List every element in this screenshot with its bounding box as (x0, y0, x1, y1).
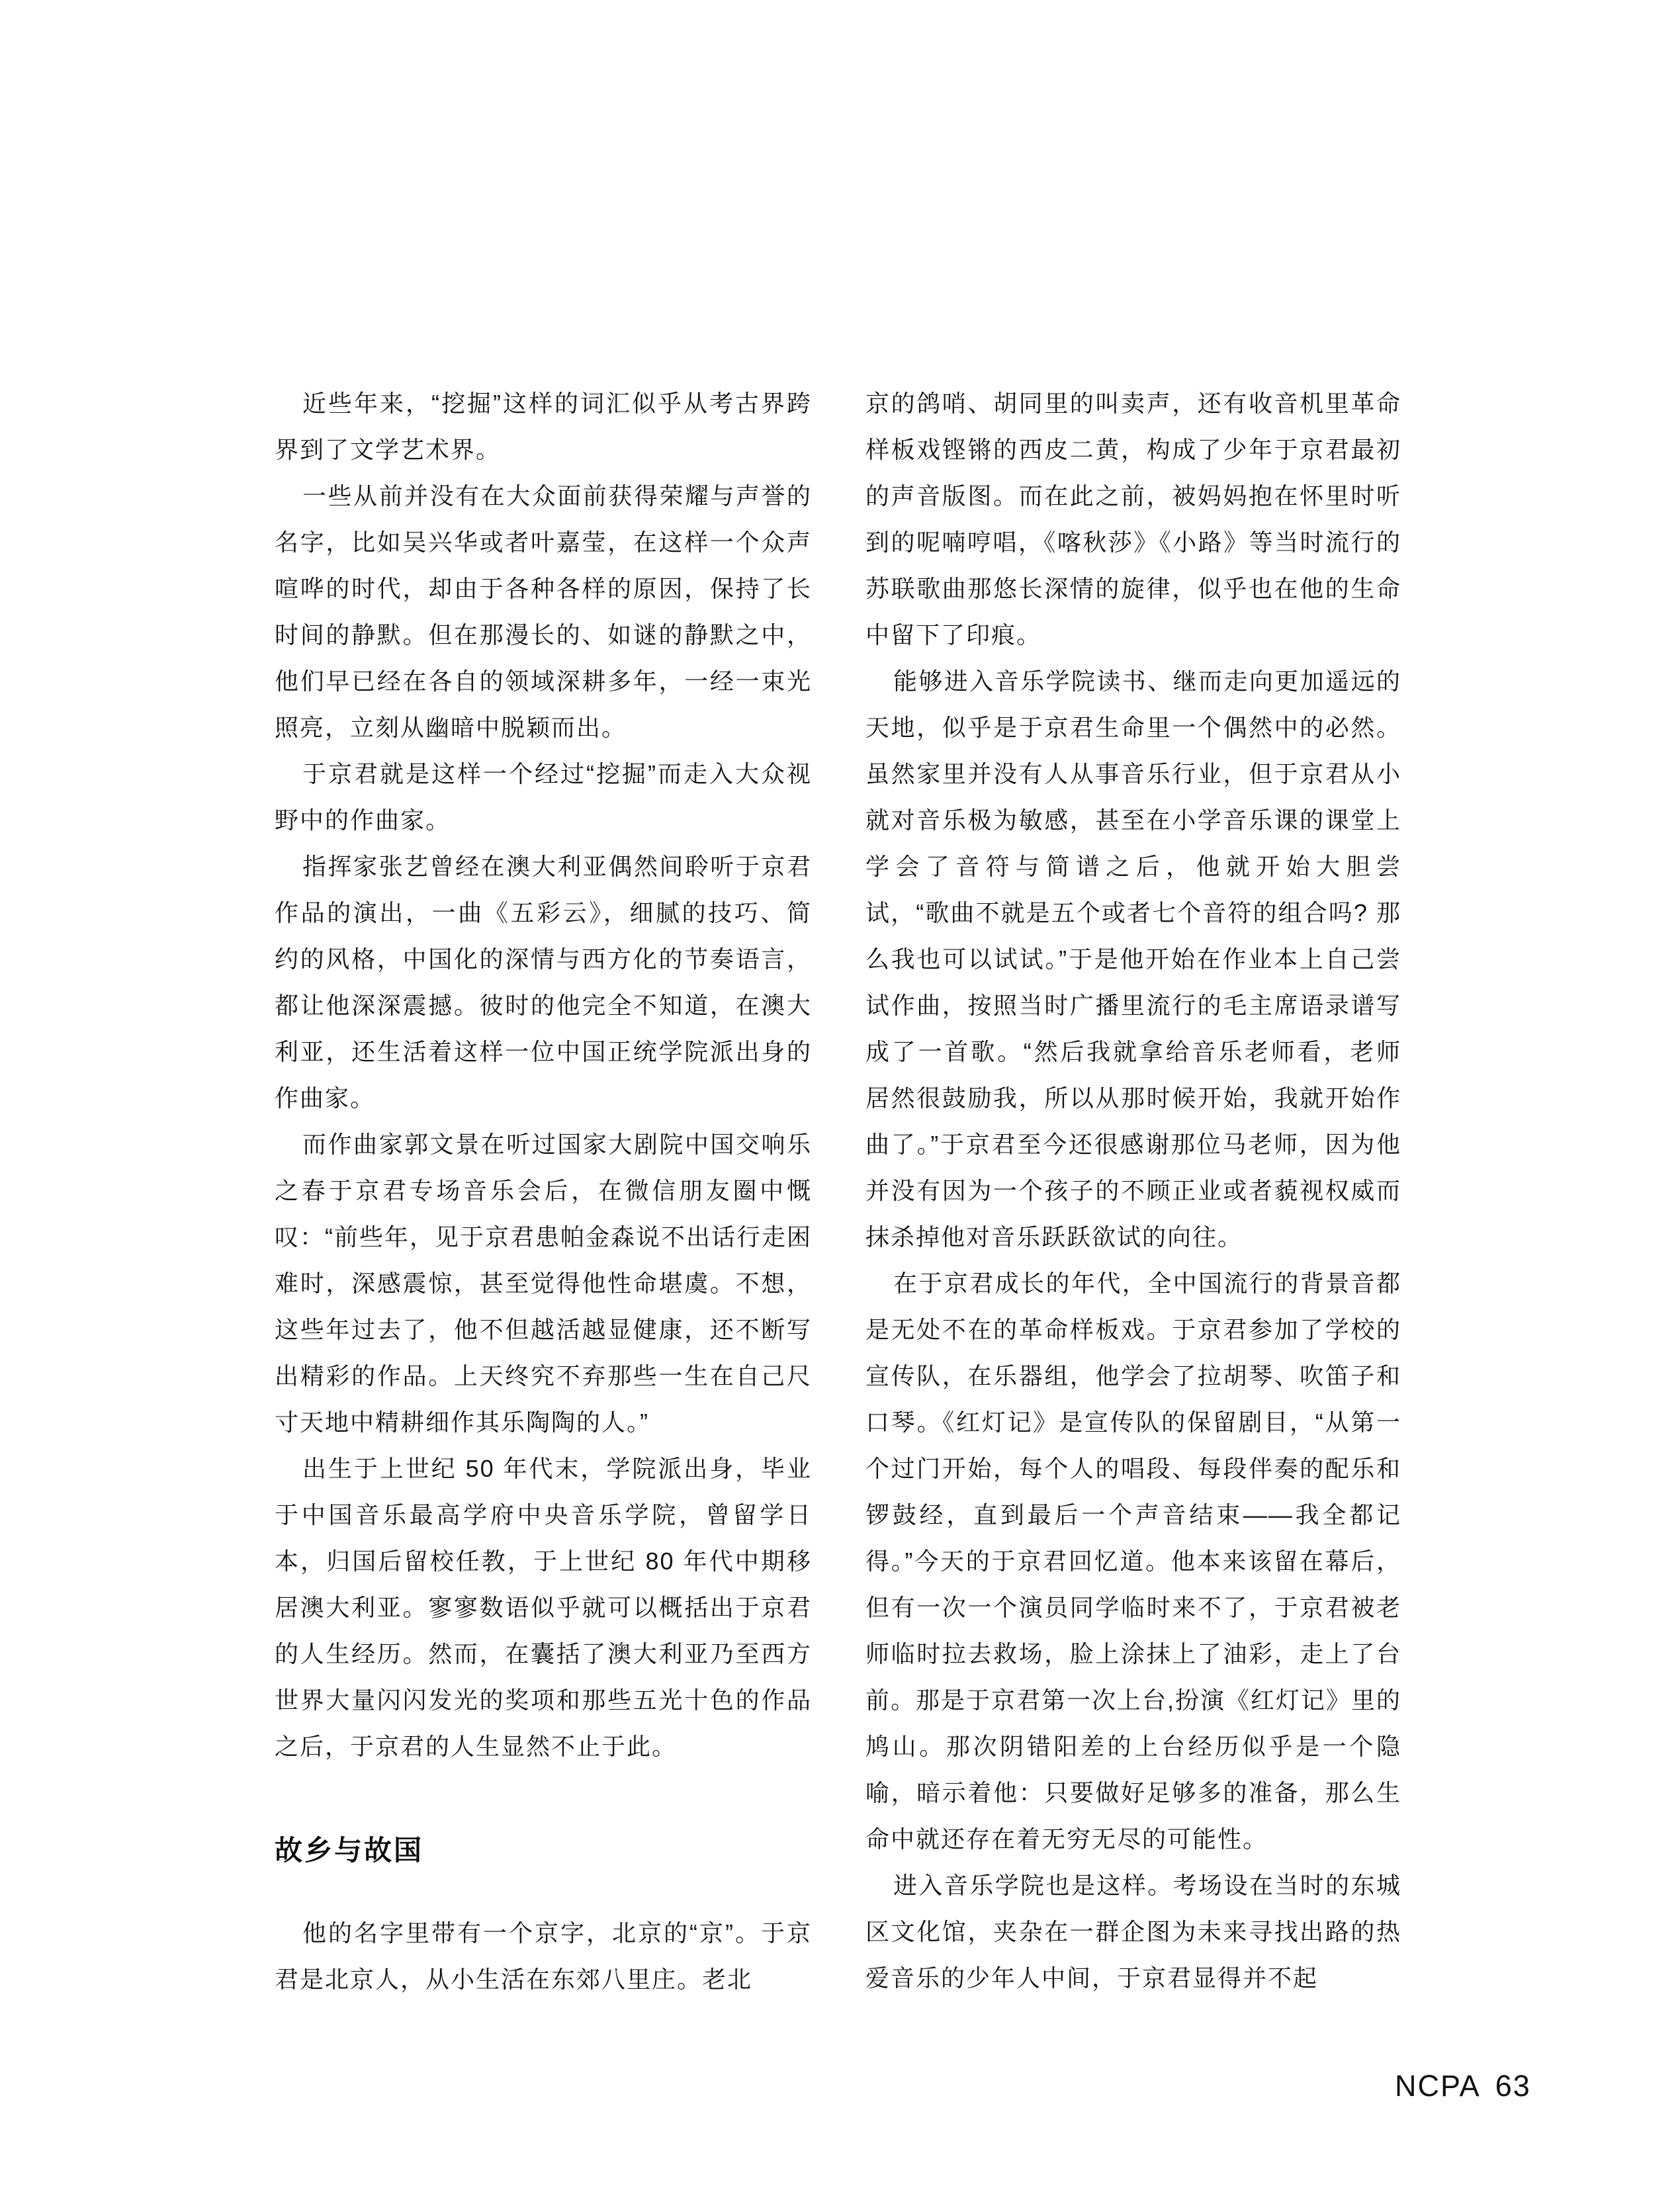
footer-page-number: 63 (1495, 2069, 1531, 2103)
paragraph: 他的名字里带有一个京字，北京的“京”。于京君是北京人，从小生活在东郊八里庄。老北 (275, 1919, 812, 1993)
right-column (865, 380, 1401, 2001)
paragraph: 进入音乐学院也是这样。考场设在当时的东城区文化馆，夹杂在一群企图为未来寻找出路的热爱音乐的少年人中间，于京君显得并不起 (865, 1872, 1401, 1991)
paragraph: 于京君就是这样一个经过“挖掘”而走入大众视野中的作曲家。 (275, 760, 812, 834)
paragraph: 能够进入音乐学院读书、继而走向更加遥远的天地，似乎是于京君生命里一个偶然中的必然。虽然家里并没有人从事音乐行业，但于京君从小就对音乐极为敏感，甚至在小学音乐课的课堂上学会了音符与简谱之后，他就开始大胆尝试，“歌曲不就是五个或者七个音符的组合吗? 那么我也可以试试。”于是他开始在作业本上自己尝试作曲，按照当时广播里流行的毛主席语录谱写成了一首歌。“然后我就拿给音乐老师看，老师居然很鼓励我，所以从那时候开始，我就开始作曲了。”于京君至今还很感谢那位马老师，因为他并没有因为一个孩子的不顾正业或者藐视权威而抹杀掉他对音乐跃跃欲试的向往。 (865, 668, 1401, 1250)
paragraph: 近些年来，“挖掘”这样的词汇似乎从考古界跨界到了文学艺术界。 (275, 390, 812, 463)
paragraph: 出生于上世纪 50 年代末，学院派出身，毕业于中国音乐最高学府中央音乐学院，曾留学日本，归国后留校任教，于上世纪 80 年代中期移居澳大利亚。寥寥数语似乎就可以概括出于京君的人生经历。然而，在囊括了澳大利亚乃至西方世界大量闪闪发光的奖项和那些五光十色的作品之后，于京君的人生显然不止于此。 (275, 1455, 812, 1760)
paragraph: 而作曲家郭文景在听过国家大剧院中国交响乐之春于京君专场音乐会后，在微信朋友圈中慨叹：“前些年，见于京君患帕金森说不出话行走困难时，深感震惊，甚至觉得他性命堪虞。不想，这些年过去了，他不但越活越显健康，还不断写出精彩的作品。上天终究不弃那些一生在自己尺寸天地中精耕细作其乐陶陶的人。” (275, 1131, 812, 1436)
paragraph: 在于京君成长的年代，全中国流行的背景音都是无处不在的革命样板戏。于京君参加了学校的宣传队，在乐器组，他学会了拉胡琴、吹笛子和口琴。《红灯记》是宣传队的保留剧目，“从第一个过门开始，每个人的唱段、每段伴奏的配乐和锣鼓经，直到最后一个声音结束——我全都记得。”今天的于京君回忆道。他本来该留在幕后，但有一次一个演员同学临时来不了，于京君被老师临时拉去救场，脸上涂抹上了油彩，走上了台前。那是于京君第一次上台,扮演《红灯记》里的鸠山。那次阴错阳差的上台经历似乎是一个隐喻，暗示着他：只要做好足够多的准备，那么生命中就还存在着无穷无尽的可能性。 (865, 1270, 1402, 1853)
footer-brand: NCPA (1395, 2069, 1481, 2103)
section-heading: 故乡与故国 (275, 1835, 424, 1866)
left-column (275, 380, 812, 2003)
paragraph-continuation: 京的鸽哨、胡同里的叫卖声，还有收音机里革命样板戏铿锵的西皮二黄，构成了少年于京君最初的声音版图。而在此之前，被妈妈抱在怀里时听到的呢喃哼唱，《喀秋莎》《小路》等当时流行的苏联歌曲那悠长深情的旋律，似乎也在他的生命中留下了印痕。 (865, 390, 1401, 648)
paragraph: 一些从前并没有在大众面前获得荣耀与声誉的名字，比如吴兴华或者叶嘉莹，在这样一个众声喧哗的时代，却由于各种各样的原因，保持了长时间的静默。但在那漫长的、如谜的静默之中，他们早已经在各自的领域深耕多年，一经一束光照亮，立刻从幽暗中脱颖而出。 (275, 482, 812, 741)
paragraph: 指挥家张艺曾经在澳大利亚偶然间聆听于京君作品的演出，一曲《五彩云》，细腻的技巧、简约的风格，中国化的深情与西方化的节奏语言，都让他深深震撼。彼时的他完全不知道，在澳大利亚，还生活着这样一位中国正统学院派出身的作曲家。 (275, 853, 812, 1112)
page-footer (1395, 2070, 1531, 2103)
